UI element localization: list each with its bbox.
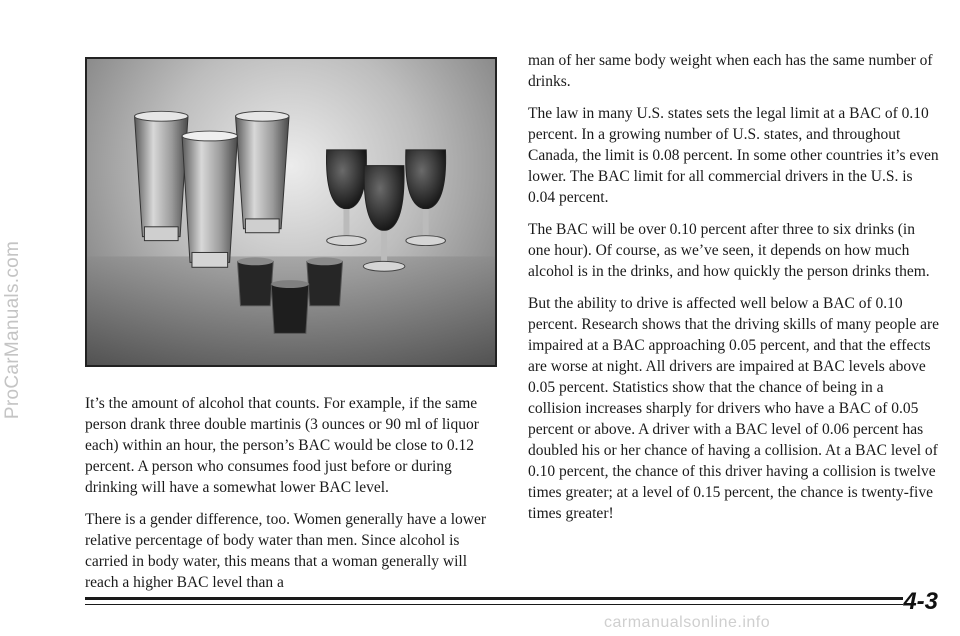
left-column bbox=[85, 393, 497, 604]
right-column bbox=[528, 50, 940, 535]
side-watermark bbox=[2, 120, 24, 540]
paragraph: It’s the amount of alcohol that counts. For example, if the same person drank three double martinis (3 ounces or 90 ml of liquor each) within an hour, the person’s BAC would be close to 0.12 percent. A person who consumes food just before or during drinking will have a somewhat lower BAC level. bbox=[85, 395, 479, 496]
footer-rule bbox=[85, 597, 903, 600]
drinks-photo bbox=[85, 57, 497, 367]
footer-watermark: carmanualsonline.info bbox=[604, 614, 771, 631]
paragraph: But the ability to drive is affected well below a BAC of 0.10 percent. Research shows that the driving skills of many people are impaired at a BAC approaching 0.05 percent, and that the effects are worse at night. All drivers are impaired at BAC levels above 0.05 percent. Statistics show that the chance of being in a collision increases sharply for drivers who have a BAC of 0.05 percent or above. A driver with a BAC level of 0.06 percent has doubled his or her chance of having a collision. At a BAC level of 0.10 percent, the chance of this driver having a collision is twelve times greater; at a level of 0.15 percent, the chance is twenty-five times greater! bbox=[528, 295, 940, 522]
paragraph: The law in many U.S. states sets the legal limit at a BAC of 0.10 percent. In a growing number of U.S. states, and throughout Canada, the limit is 0.08 percent. In some other countries it’s even lower. The BAC limit for all commercial drivers in the U.S. is 0.04 percent. bbox=[528, 105, 939, 206]
footer-rule-thin bbox=[85, 604, 903, 605]
drinks-photo-icon bbox=[87, 59, 495, 365]
paragraph: man of her same body weight when each has the same number of drinks. bbox=[528, 52, 933, 90]
paragraph: There is a gender difference, too. Women generally have a lower relative percentage of body water than men. Since alcohol is carried in body water, this means that a woman generally will reach a higher BAC level than a bbox=[85, 511, 487, 591]
paragraph: The BAC will be over 0.10 percent after three to six drinks (in one hour). Of course, as we’ve seen, it depends on how much alcohol is in the drinks, and how quickly the person drinks them. bbox=[528, 221, 930, 280]
side-watermark-text: ProCarManuals.com bbox=[2, 240, 23, 420]
page-number: 4-3 bbox=[903, 588, 938, 615]
